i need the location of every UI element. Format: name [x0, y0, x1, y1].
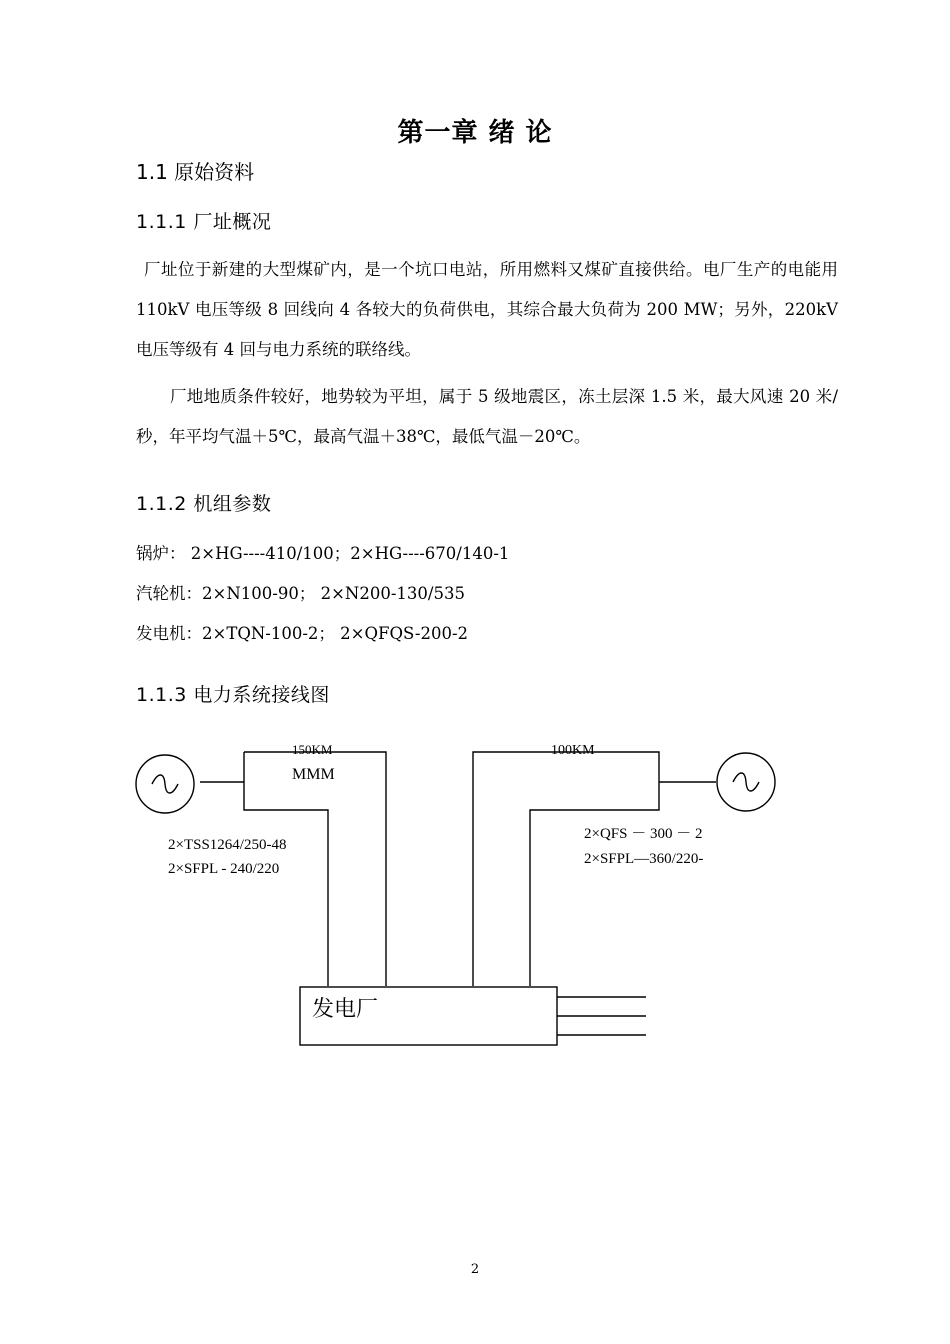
left-distance-label: 150KM — [292, 742, 333, 757]
right-distance-label: 100KM — [551, 743, 595, 758]
site-paragraph-1: 厂址位于新建的大型煤矿内，是一个坑口电站，所用燃料又煤矿直接供给。电厂生产的电能用 110kV 电压等级 8 回线向 4 各较大的负荷供电，其综合最大负荷为 200 MW；另外，220kV 电压等级有 4 回与电力系统的联络线。 — [136, 260, 838, 359]
subsection-heading-units: 1.1.2 机组参数 — [136, 493, 272, 515]
subsection-heading-diagram: 1.1.3 电力系统接线图 — [136, 684, 330, 706]
left-generator-icon — [152, 775, 178, 793]
right-generator-icon — [733, 773, 759, 791]
left-equipment-label-2: 2×SFPL - 240/220 — [168, 861, 280, 877]
right-equipment-label-1: 2×QFS － 300 － 2 — [584, 826, 703, 842]
page-number: 2 — [470, 1262, 480, 1277]
power-plant-label: 发电厂 — [312, 997, 379, 1022]
section-heading: 1.1 原始资料 — [136, 160, 255, 184]
site-paragraph-2: 厂地地质条件较好，地势较为平坦，属于 5 级地震区，冻土层深 1.5 米，最大风速 20 米/秒，年平均气温＋5℃，最高气温＋38℃，最低气温－20℃。 — [136, 387, 838, 446]
generator-line: 发电机：2×TQN-100-2； 2×QFQS-200-2 — [136, 624, 469, 643]
right-equipment-label-2: 2×SFPL—360/220- — [584, 851, 704, 867]
boiler-line: 锅炉： 2×HG----410/100；2×HG----670/140-1 — [136, 544, 510, 563]
subsection-heading-site: 1.1.1 厂址概况 — [136, 211, 272, 233]
right-line-path — [473, 752, 659, 986]
left-mmm-label: MMM — [292, 766, 335, 783]
left-equipment-label-1: 2×TSS1264/250-48 — [168, 837, 287, 853]
chapter-title: 第一章 绪 论 — [397, 118, 553, 148]
turbine-line: 汽轮机：2×N100-90； 2×N200-130/535 — [136, 584, 465, 603]
